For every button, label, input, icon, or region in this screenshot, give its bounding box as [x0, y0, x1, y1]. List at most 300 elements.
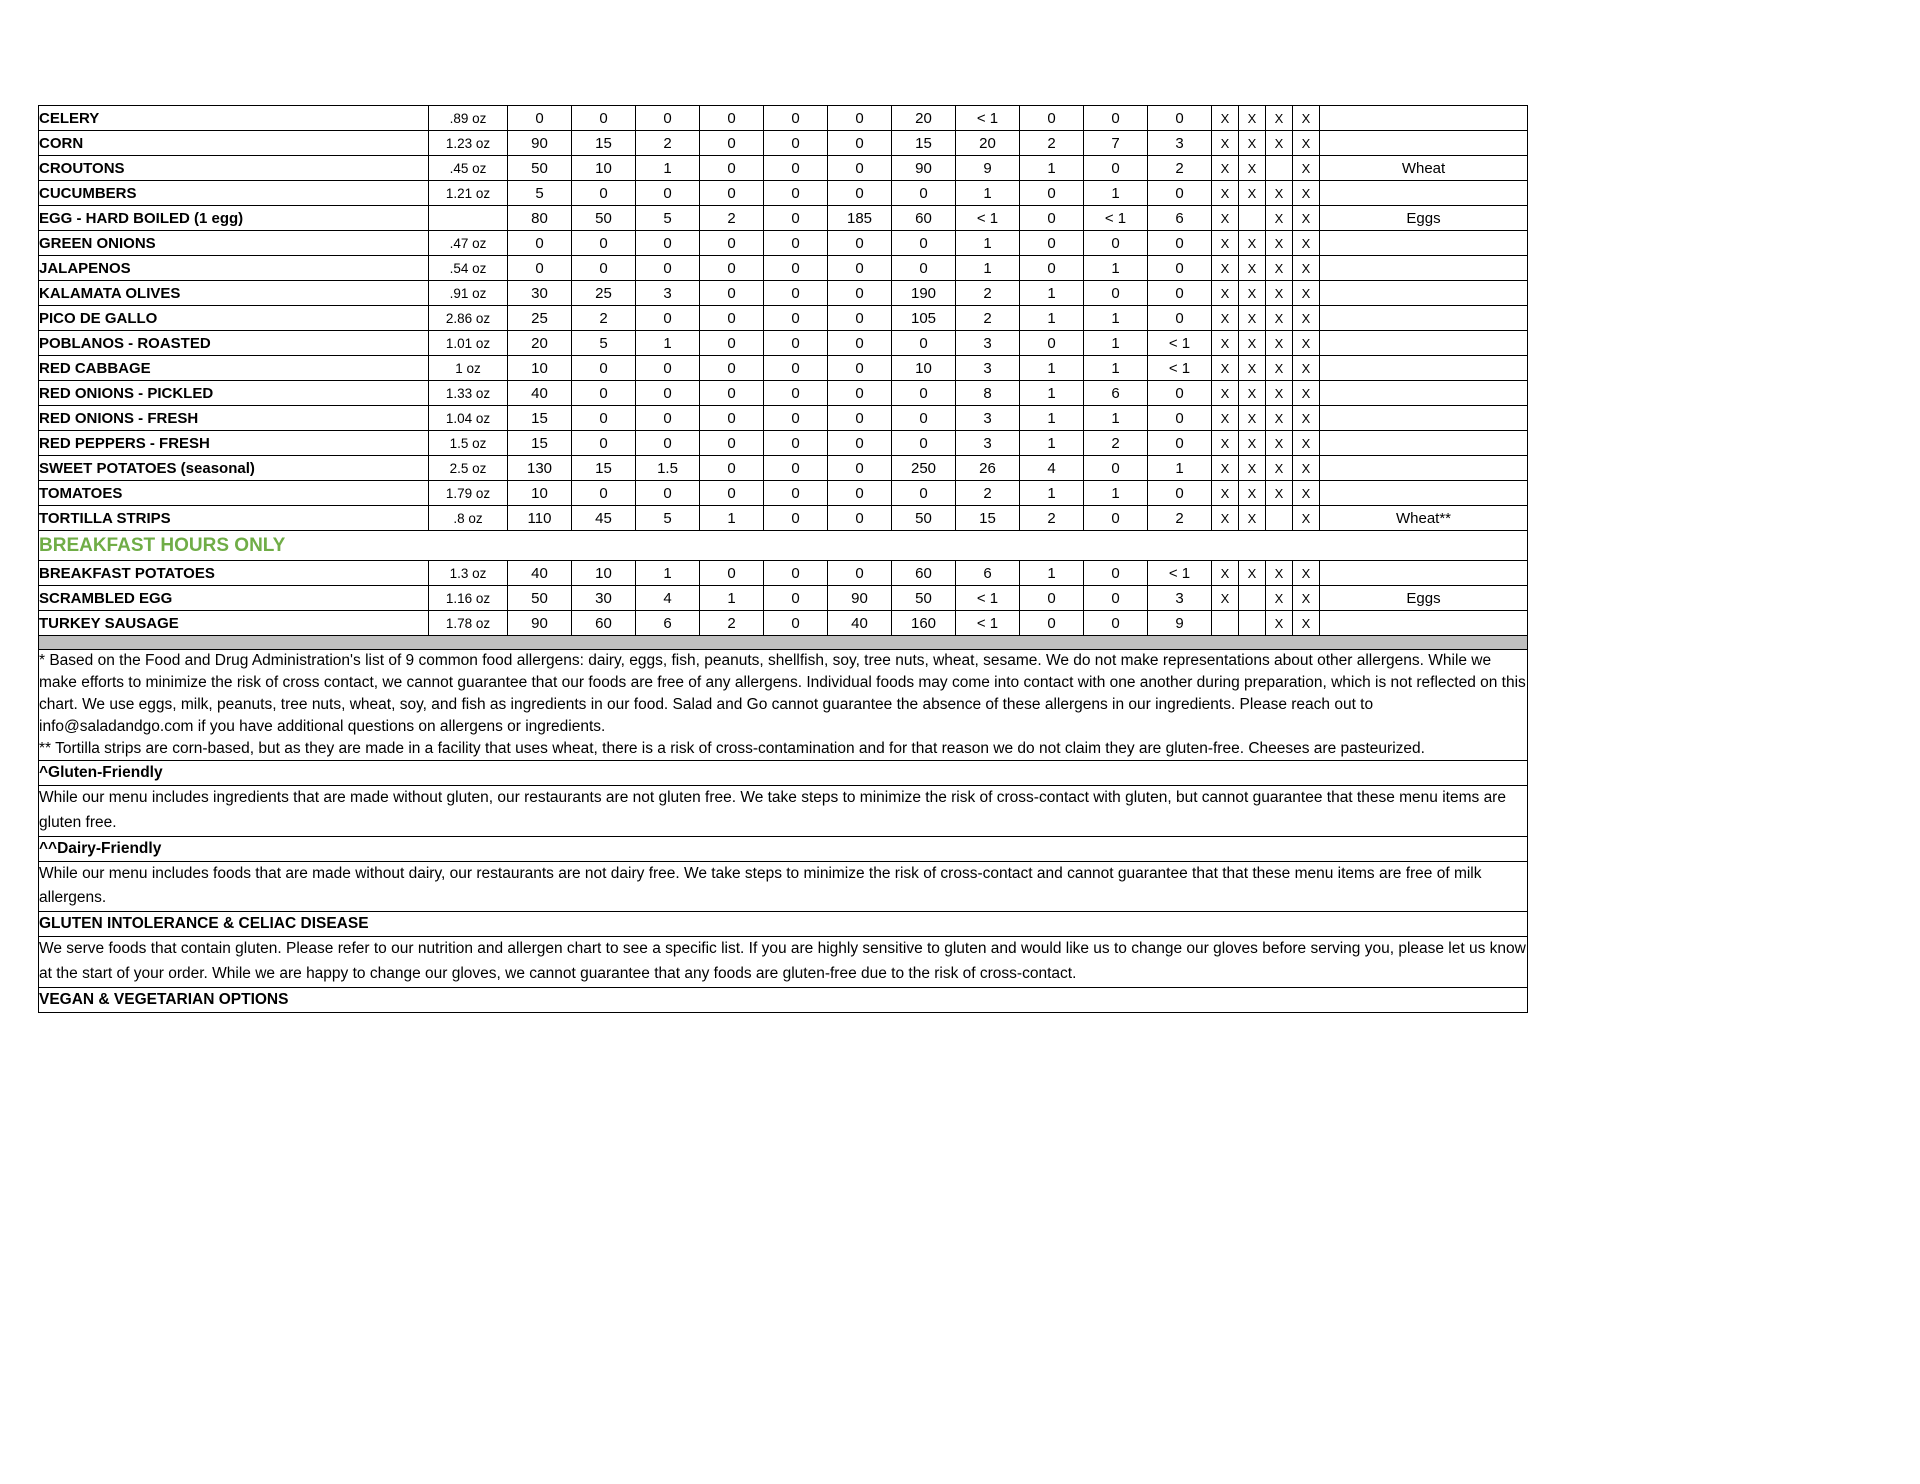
allergen-mark-cell — [1239, 206, 1266, 231]
item-row — [39, 131, 1528, 156]
allergen-name-cell — [1320, 306, 1528, 331]
nutrition-value-cell: 1 — [636, 561, 700, 586]
info-section-body: While our menu includes foods that are made without dairy, our restaurants are not dairy free. We take steps to minimize the risk of cross-contact and cannot guarantee that that these menu items are free of milk allergens. — [39, 861, 1528, 912]
item-name-cell: BREAKFAST POTATOES — [39, 561, 429, 586]
item-name-cell: CUCUMBERS — [39, 181, 429, 206]
info-section-heading-row — [39, 761, 1528, 786]
nutrition-value-cell: 60 — [892, 561, 956, 586]
nutrition-value-cell: 3 — [956, 331, 1020, 356]
nutrition-value-cell: 0 — [700, 431, 764, 456]
nutrition-value-cell: 1 — [1084, 481, 1148, 506]
nutrition-value-cell: 6 — [636, 611, 700, 636]
allergen-name-cell — [1320, 181, 1528, 206]
nutrition-value-cell: 0 — [1084, 281, 1148, 306]
allergen-mark-cell: X — [1239, 131, 1266, 156]
nutrition-value-cell: 0 — [572, 406, 636, 431]
item-name-cell: KALAMATA OLIVES — [39, 281, 429, 306]
nutrition-value-cell: 1 — [1084, 356, 1148, 381]
item-name-cell: RED ONIONS - PICKLED — [39, 381, 429, 406]
nutrition-value-cell: 2 — [956, 481, 1020, 506]
nutrition-value-cell: 0 — [636, 406, 700, 431]
allergen-name-cell — [1320, 281, 1528, 306]
nutrition-value-cell: 2 — [636, 131, 700, 156]
nutrition-value-cell: 0 — [636, 381, 700, 406]
allergen-mark-cell: X — [1266, 281, 1293, 306]
nutrition-value-cell: 1 — [1020, 381, 1084, 406]
serving-size-cell: .89 oz — [429, 106, 508, 131]
nutrition-value-cell: 0 — [700, 406, 764, 431]
nutrition-value-cell: 0 — [764, 431, 828, 456]
allergen-mark-cell: X — [1293, 356, 1320, 381]
nutrition-value-cell: 15 — [956, 506, 1020, 531]
allergen-mark-cell: X — [1212, 456, 1239, 481]
nutrition-value-cell: 5 — [572, 331, 636, 356]
nutrition-value-cell: 1 — [956, 256, 1020, 281]
nutrition-value-cell: 20 — [892, 106, 956, 131]
breakfast-section-title: BREAKFAST HOURS ONLY — [39, 531, 1528, 561]
allergen-mark-cell: X — [1212, 306, 1239, 331]
footnotes-cell — [39, 650, 1528, 761]
allergen-mark-cell: X — [1212, 481, 1239, 506]
allergen-mark-cell: X — [1293, 231, 1320, 256]
nutrition-value-cell: 0 — [508, 256, 572, 281]
serving-size-cell: 1.78 oz — [429, 611, 508, 636]
nutrition-value-cell: 15 — [892, 131, 956, 156]
item-row — [39, 431, 1528, 456]
allergen-mark-cell: X — [1212, 256, 1239, 281]
allergen-mark-cell: X — [1293, 561, 1320, 586]
item-name-cell: SWEET POTATOES (seasonal) — [39, 456, 429, 481]
nutrition-value-cell: 1 — [1020, 406, 1084, 431]
serving-size-cell: 1.01 oz — [429, 331, 508, 356]
nutrition-value-cell: 1 — [1084, 256, 1148, 281]
allergen-mark-cell: X — [1212, 156, 1239, 181]
nutrition-value-cell: 110 — [508, 506, 572, 531]
allergen-mark-cell: X — [1212, 506, 1239, 531]
nutrition-value-cell: 50 — [572, 206, 636, 231]
item-name-cell: POBLANOS - ROASTED — [39, 331, 429, 356]
item-row — [39, 306, 1528, 331]
nutrition-value-cell: 0 — [828, 231, 892, 256]
allergen-mark-cell: X — [1212, 381, 1239, 406]
allergen-mark-cell: X — [1266, 181, 1293, 206]
nutrition-value-cell: < 1 — [956, 206, 1020, 231]
allergen-mark-cell: X — [1266, 381, 1293, 406]
nutrition-value-cell: 90 — [508, 611, 572, 636]
nutrition-value-cell: < 1 — [1084, 206, 1148, 231]
nutrition-value-cell: 0 — [700, 156, 764, 181]
item-name-cell: CROUTONS — [39, 156, 429, 181]
nutrition-value-cell: 90 — [892, 156, 956, 181]
breakfast-section-row — [39, 531, 1528, 561]
info-section-heading: VEGAN & VEGETARIAN OPTIONS — [39, 987, 1528, 1012]
item-row — [39, 281, 1528, 306]
nutrition-value-cell: < 1 — [1148, 356, 1212, 381]
allergen-mark-cell: X — [1293, 586, 1320, 611]
nutrition-value-cell: 0 — [764, 331, 828, 356]
nutrition-value-cell: 0 — [764, 206, 828, 231]
item-row — [39, 586, 1528, 611]
nutrition-value-cell: 15 — [508, 406, 572, 431]
nutrition-value-cell: 0 — [700, 256, 764, 281]
allergen-mark-cell: X — [1212, 431, 1239, 456]
nutrition-value-cell: 0 — [636, 431, 700, 456]
nutrition-value-cell: 1 — [1084, 406, 1148, 431]
nutrition-value-cell: 0 — [1084, 106, 1148, 131]
allergen-mark-cell: X — [1293, 456, 1320, 481]
allergen-mark-cell: X — [1212, 586, 1239, 611]
nutrition-value-cell: 0 — [828, 306, 892, 331]
allergen-name-cell: Wheat** — [1320, 506, 1528, 531]
item-name-cell: PICO DE GALLO — [39, 306, 429, 331]
nutrition-value-cell: 0 — [636, 106, 700, 131]
allergen-mark-cell: X — [1212, 206, 1239, 231]
nutrition-value-cell: 0 — [764, 256, 828, 281]
nutrition-value-cell: 0 — [828, 506, 892, 531]
allergen-mark-cell: X — [1266, 306, 1293, 331]
nutrition-value-cell: 0 — [700, 131, 764, 156]
allergen-mark-cell: X — [1239, 106, 1266, 131]
nutrition-value-cell: 1.5 — [636, 456, 700, 481]
nutrition-value-cell: 15 — [572, 456, 636, 481]
nutrition-value-cell: 40 — [828, 611, 892, 636]
nutrition-value-cell: 105 — [892, 306, 956, 331]
nutrition-value-cell: 1 — [700, 586, 764, 611]
allergen-mark-cell: X — [1212, 281, 1239, 306]
nutrition-value-cell: 15 — [508, 431, 572, 456]
item-row — [39, 156, 1528, 181]
nutrition-value-cell: 0 — [892, 231, 956, 256]
allergen-mark-cell: X — [1239, 281, 1266, 306]
nutrition-value-cell: 5 — [636, 506, 700, 531]
nutrition-value-cell: 1 — [1020, 306, 1084, 331]
serving-size-cell: 1.79 oz — [429, 481, 508, 506]
nutrition-value-cell: 9 — [956, 156, 1020, 181]
nutrition-value-cell: 10 — [572, 561, 636, 586]
nutrition-value-cell: 0 — [1148, 256, 1212, 281]
nutrition-value-cell: 3 — [1148, 131, 1212, 156]
allergen-mark-cell: X — [1266, 586, 1293, 611]
item-name-cell: RED ONIONS - FRESH — [39, 406, 429, 431]
nutrition-value-cell: 0 — [636, 181, 700, 206]
nutrition-value-cell: 5 — [636, 206, 700, 231]
allergen-mark-cell: X — [1293, 306, 1320, 331]
nutrition-value-cell: 0 — [700, 356, 764, 381]
allergen-name-cell: Eggs — [1320, 206, 1528, 231]
allergen-name-cell — [1320, 406, 1528, 431]
nutrition-value-cell: 20 — [508, 331, 572, 356]
item-row — [39, 506, 1528, 531]
nutrition-value-cell: 0 — [700, 306, 764, 331]
nutrition-value-cell: 0 — [1020, 106, 1084, 131]
nutrition-value-cell: 0 — [508, 231, 572, 256]
nutrition-value-cell: 0 — [764, 356, 828, 381]
item-name-cell: EGG - HARD BOILED (1 egg) — [39, 206, 429, 231]
allergen-mark-cell: X — [1239, 356, 1266, 381]
footnotes-row — [39, 650, 1528, 761]
nutrition-value-cell: 6 — [1148, 206, 1212, 231]
nutrition-value-cell: 0 — [572, 256, 636, 281]
nutrition-value-cell: 130 — [508, 456, 572, 481]
nutrition-value-cell: 50 — [892, 586, 956, 611]
nutrition-value-cell: 0 — [892, 331, 956, 356]
nutrition-value-cell: 160 — [892, 611, 956, 636]
item-name-cell: TOMATOES — [39, 481, 429, 506]
nutrition-value-cell: 0 — [572, 381, 636, 406]
nutrition-value-cell: 25 — [508, 306, 572, 331]
nutrition-value-cell: 7 — [1084, 131, 1148, 156]
nutrition-value-cell: 0 — [1020, 331, 1084, 356]
nutrition-value-cell: 0 — [1148, 281, 1212, 306]
nutrition-value-cell: 0 — [572, 106, 636, 131]
info-section-heading: GLUTEN INTOLERANCE & CELIAC DISEASE — [39, 912, 1528, 937]
nutrition-value-cell: 2 — [1148, 506, 1212, 531]
nutrition-value-cell: 0 — [828, 281, 892, 306]
allergen-name-cell — [1320, 431, 1528, 456]
item-row — [39, 456, 1528, 481]
nutrition-value-cell: 2 — [1148, 156, 1212, 181]
nutrition-value-cell: 1 — [636, 156, 700, 181]
allergen-mark-cell: X — [1293, 506, 1320, 531]
item-name-cell: CELERY — [39, 106, 429, 131]
nutrition-value-cell: 30 — [508, 281, 572, 306]
allergen-mark-cell — [1239, 586, 1266, 611]
allergen-mark-cell: X — [1239, 256, 1266, 281]
nutrition-value-cell: 0 — [1148, 106, 1212, 131]
allergen-mark-cell: X — [1266, 131, 1293, 156]
nutrition-value-cell: 0 — [636, 256, 700, 281]
nutrition-value-cell: 0 — [1148, 381, 1212, 406]
serving-size-cell: 1.3 oz — [429, 561, 508, 586]
nutrition-value-cell: 0 — [828, 106, 892, 131]
nutrition-value-cell: 0 — [764, 306, 828, 331]
nutrition-value-cell: 1 — [1020, 431, 1084, 456]
nutrition-value-cell: 1 — [1084, 306, 1148, 331]
nutrition-value-cell: 0 — [828, 406, 892, 431]
allergen-mark-cell: X — [1266, 206, 1293, 231]
allergen-mark-cell: X — [1239, 156, 1266, 181]
nutrition-value-cell: 2 — [1020, 131, 1084, 156]
nutrition-value-cell: 0 — [892, 481, 956, 506]
allergen-mark-cell: X — [1266, 611, 1293, 636]
info-section-heading-row — [39, 987, 1528, 1012]
allergen-mark-cell: X — [1239, 406, 1266, 431]
allergen-mark-cell: X — [1212, 131, 1239, 156]
nutrition-value-cell: 60 — [892, 206, 956, 231]
nutrition-value-cell: 0 — [828, 256, 892, 281]
nutrition-value-cell: 10 — [508, 481, 572, 506]
allergen-mark-cell: X — [1239, 431, 1266, 456]
nutrition-value-cell: 0 — [508, 106, 572, 131]
allergen-name-cell — [1320, 381, 1528, 406]
nutrition-value-cell: 0 — [892, 431, 956, 456]
serving-size-cell: 2.5 oz — [429, 456, 508, 481]
allergen-mark-cell: X — [1293, 106, 1320, 131]
nutrition-value-cell: 0 — [572, 481, 636, 506]
allergen-mark-cell: X — [1266, 106, 1293, 131]
nutrition-value-cell: 0 — [828, 431, 892, 456]
allergen-mark-cell: X — [1239, 561, 1266, 586]
nutrition-value-cell: 1 — [700, 506, 764, 531]
allergen-mark-cell: X — [1266, 431, 1293, 456]
serving-size-cell: .54 oz — [429, 256, 508, 281]
allergen-name-cell: Eggs — [1320, 586, 1528, 611]
nutrition-value-cell: 40 — [508, 561, 572, 586]
nutrition-value-cell: 0 — [700, 561, 764, 586]
nutrition-value-cell: 90 — [508, 131, 572, 156]
allergen-mark-cell: X — [1239, 231, 1266, 256]
nutrition-value-cell: 0 — [1084, 456, 1148, 481]
serving-size-cell: .45 oz — [429, 156, 508, 181]
serving-size-cell: 1.21 oz — [429, 181, 508, 206]
allergen-name-cell — [1320, 356, 1528, 381]
allergen-mark-cell: X — [1266, 481, 1293, 506]
allergen-mark-cell: X — [1293, 331, 1320, 356]
nutrition-value-cell: 0 — [1020, 181, 1084, 206]
nutrition-value-cell: 0 — [1148, 306, 1212, 331]
nutrition-value-cell: 4 — [1020, 456, 1084, 481]
serving-size-cell: .91 oz — [429, 281, 508, 306]
nutrition-value-cell: 4 — [636, 586, 700, 611]
nutrition-value-cell: 2 — [956, 281, 1020, 306]
nutrition-value-cell: 50 — [508, 586, 572, 611]
nutrition-value-cell: 0 — [1084, 561, 1148, 586]
nutrition-value-cell: 25 — [572, 281, 636, 306]
info-section-heading-row — [39, 912, 1528, 937]
nutrition-value-cell: 10 — [572, 156, 636, 181]
nutrition-value-cell: 2 — [1084, 431, 1148, 456]
nutrition-value-cell: 26 — [956, 456, 1020, 481]
allergen-mark-cell: X — [1266, 406, 1293, 431]
nutrition-value-cell: 0 — [828, 156, 892, 181]
nutrition-value-cell: 0 — [828, 381, 892, 406]
allergen-mark-cell: X — [1212, 106, 1239, 131]
nutrition-value-cell: 0 — [1084, 611, 1148, 636]
nutrition-value-cell: 190 — [892, 281, 956, 306]
nutrition-value-cell: 0 — [764, 381, 828, 406]
allergen-name-cell — [1320, 131, 1528, 156]
item-row — [39, 206, 1528, 231]
nutrition-value-cell: 0 — [572, 431, 636, 456]
nutrition-value-cell: 1 — [1084, 331, 1148, 356]
nutrition-value-cell: 2 — [572, 306, 636, 331]
allergen-mark-cell: X — [1266, 456, 1293, 481]
item-row — [39, 561, 1528, 586]
allergen-mark-cell — [1266, 156, 1293, 181]
nutrition-value-cell: 45 — [572, 506, 636, 531]
serving-size-cell: 1.5 oz — [429, 431, 508, 456]
nutrition-value-cell: 15 — [572, 131, 636, 156]
allergen-mark-cell: X — [1239, 331, 1266, 356]
allergen-mark-cell: X — [1293, 481, 1320, 506]
nutrition-value-cell: 0 — [764, 106, 828, 131]
allergen-mark-cell: X — [1293, 406, 1320, 431]
nutrition-value-cell: 0 — [700, 481, 764, 506]
nutrition-value-cell: 6 — [956, 561, 1020, 586]
allergen-mark-cell: X — [1293, 381, 1320, 406]
nutrition-value-cell: 50 — [508, 156, 572, 181]
allergen-mark-cell: X — [1266, 231, 1293, 256]
item-row — [39, 406, 1528, 431]
nutrition-value-cell: 1 — [1020, 561, 1084, 586]
nutrition-value-cell: 90 — [828, 586, 892, 611]
allergen-name-cell — [1320, 561, 1528, 586]
allergen-mark-cell: X — [1212, 331, 1239, 356]
allergen-mark-cell: X — [1293, 131, 1320, 156]
allergen-mark-cell: X — [1293, 611, 1320, 636]
footnote-text: ** Tortilla strips are corn-based, but as they are made in a facility that uses wheat, there is a risk of cross-contamination and for that reason we do not claim they are gluten-free. Cheeses are pasteurized. — [39, 740, 1425, 757]
item-name-cell: RED PEPPERS - FRESH — [39, 431, 429, 456]
nutrition-value-cell: 0 — [892, 406, 956, 431]
info-section-heading-row — [39, 836, 1528, 861]
nutrition-value-cell: 0 — [764, 561, 828, 586]
nutrition-value-cell: 185 — [828, 206, 892, 231]
item-row — [39, 356, 1528, 381]
allergen-mark-cell: X — [1212, 231, 1239, 256]
item-name-cell: RED CABBAGE — [39, 356, 429, 381]
nutrition-allergen-table — [38, 105, 1528, 1013]
nutrition-value-cell: 0 — [700, 106, 764, 131]
nutrition-value-cell: 0 — [636, 231, 700, 256]
nutrition-value-cell: 1 — [1020, 281, 1084, 306]
item-name-cell: SCRAMBLED EGG — [39, 586, 429, 611]
nutrition-value-cell: 1 — [956, 231, 1020, 256]
nutrition-value-cell: 0 — [700, 181, 764, 206]
nutrition-value-cell: 20 — [956, 131, 1020, 156]
nutrition-value-cell: 40 — [508, 381, 572, 406]
allergen-name-cell — [1320, 106, 1528, 131]
nutrition-value-cell: 0 — [1020, 256, 1084, 281]
allergen-name-cell — [1320, 611, 1528, 636]
nutrition-value-cell: 10 — [508, 356, 572, 381]
nutrition-value-cell: 0 — [700, 331, 764, 356]
nutrition-value-cell: < 1 — [956, 586, 1020, 611]
info-section-body: We serve foods that contain gluten. Please refer to our nutrition and allergen chart to see a specific list. If you are highly sensitive to gluten and would like us to change our gloves before serving you, please let us know at the start of your order. While we are happy to change our gloves, we cannot guarantee that any foods are gluten-free due to the risk of cross-contact. — [39, 937, 1528, 988]
nutrition-value-cell: 1 — [1020, 481, 1084, 506]
divider-bar — [39, 636, 1528, 650]
serving-size-cell: 1.16 oz — [429, 586, 508, 611]
nutrition-value-cell: 0 — [828, 131, 892, 156]
item-row — [39, 611, 1528, 636]
allergen-mark-cell: X — [1293, 206, 1320, 231]
nutrition-value-cell: 60 — [572, 611, 636, 636]
nutrition-value-cell: 0 — [892, 256, 956, 281]
item-name-cell: GREEN ONIONS — [39, 231, 429, 256]
info-section-body-row — [39, 861, 1528, 912]
nutrition-value-cell: 0 — [572, 181, 636, 206]
allergen-mark-cell: X — [1293, 156, 1320, 181]
info-section-body: While our menu includes ingredients that are made without gluten, our restaurants are not gluten free. We take steps to minimize the risk of cross-contact with gluten, but cannot guarantee that these menu items are gluten free. — [39, 786, 1528, 837]
nutrition-value-cell: 10 — [892, 356, 956, 381]
allergen-mark-cell: X — [1239, 506, 1266, 531]
nutrition-value-cell: 0 — [636, 481, 700, 506]
allergen-mark-cell: X — [1239, 381, 1266, 406]
nutrition-value-cell: 0 — [764, 506, 828, 531]
item-name-cell: TORTILLA STRIPS — [39, 506, 429, 531]
allergen-mark-cell: X — [1212, 181, 1239, 206]
allergen-mark-cell — [1239, 611, 1266, 636]
allergen-mark-cell: X — [1212, 356, 1239, 381]
nutrition-value-cell: < 1 — [1148, 561, 1212, 586]
nutrition-value-cell: 0 — [764, 156, 828, 181]
allergen-mark-cell: X — [1293, 281, 1320, 306]
nutrition-value-cell: < 1 — [956, 106, 1020, 131]
serving-size-cell: .8 oz — [429, 506, 508, 531]
item-row — [39, 381, 1528, 406]
allergen-name-cell — [1320, 231, 1528, 256]
nutrition-value-cell: 0 — [764, 231, 828, 256]
serving-size-cell — [429, 206, 508, 231]
